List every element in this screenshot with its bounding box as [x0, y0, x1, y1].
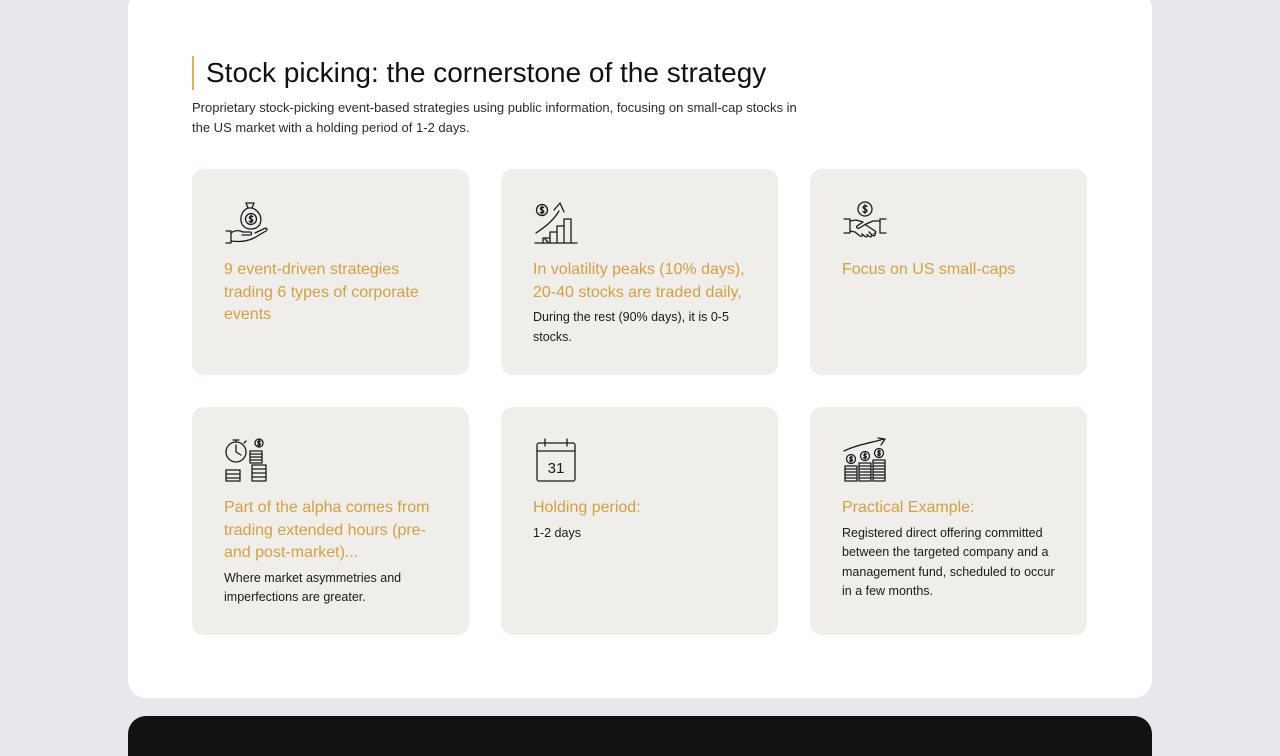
rising-stairs-coin-icon: [533, 199, 579, 245]
calendar-day: 31: [547, 460, 565, 477]
card-heading: Focus on US small-caps: [842, 261, 1016, 278]
card-volatility-peaks: [501, 169, 778, 375]
stopwatch-coins-icon: [224, 437, 270, 483]
section-subtitle: Proprietary stock-picking event-based strategies using public information, focusing on small-cap stocks in the US market with a holding period of 1-2 days.: [192, 100, 797, 135]
calendar-icon: [533, 437, 579, 483]
card-heading: In volatility peaks (10% days), 20-40 stocks are traded daily,: [533, 261, 745, 301]
coin-stacks-growth-icon: [842, 437, 888, 483]
next-section-edge: [128, 716, 1152, 756]
card-holding-period: [501, 407, 778, 635]
card-body: 1-2 days: [533, 525, 581, 540]
card-event-strategies: [192, 169, 469, 375]
card-practical-example: [810, 407, 1087, 635]
card-heading: 9 event-driven strategies trading 6 types of corporate events: [224, 261, 419, 323]
section-title: Stock picking: the cornerstone of the strategy: [206, 57, 767, 88]
strategy-panel: [128, 0, 1152, 698]
handshake-coin-icon: [842, 199, 888, 245]
card-body: Where market asymmetries and imperfections are greater.: [224, 570, 402, 604]
section-title-wrap: [192, 56, 766, 90]
card-extended-hours: [192, 407, 469, 635]
card-body: During the rest (90% days), it is 0-5 stocks.: [533, 310, 729, 344]
card-small-caps: [810, 169, 1087, 375]
money-bag-hand-icon: [224, 199, 270, 245]
card-heading: Practical Example:: [842, 499, 975, 516]
card-heading: Holding period:: [533, 499, 641, 516]
card-body: Registered direct offering committed between the targeted company and a management fund, scheduled to occur in a few months.: [842, 525, 1055, 598]
card-heading: Part of the alpha comes from trading extended hours (pre- and post-market)...: [224, 499, 430, 561]
